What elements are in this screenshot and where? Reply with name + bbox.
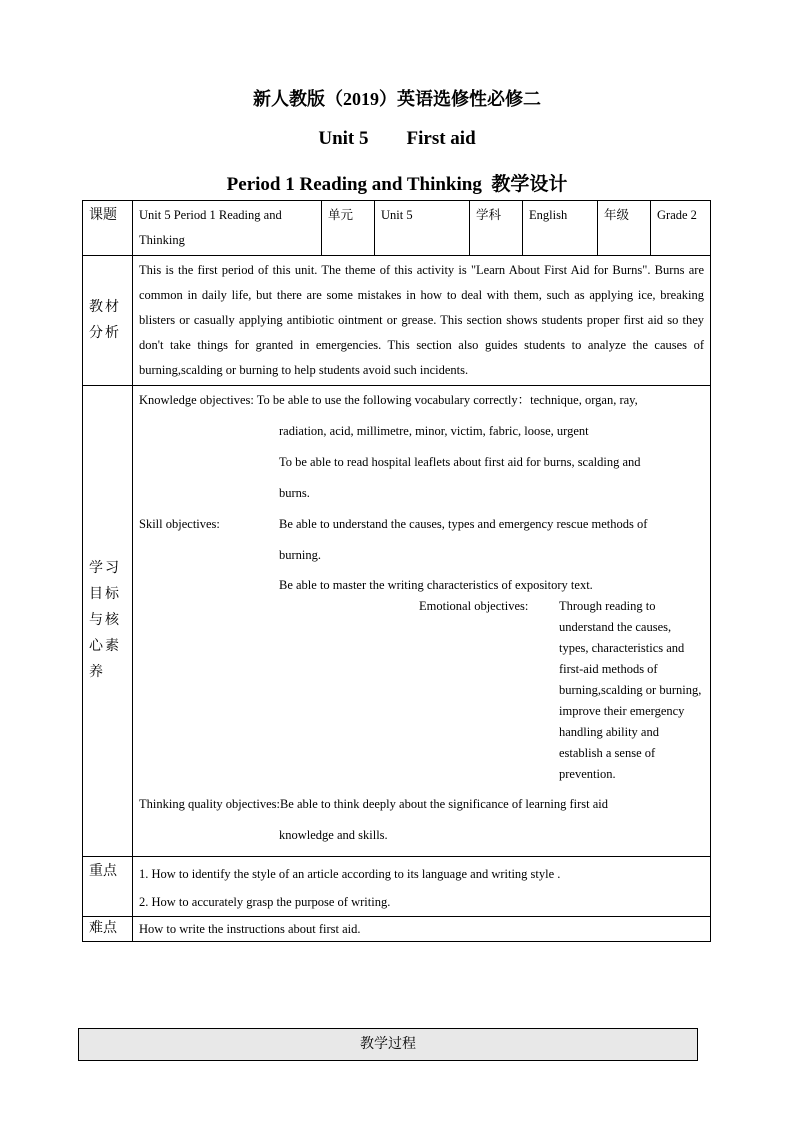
- grade-label: 年级: [598, 201, 651, 256]
- key-point-1: 1. How to identify the style of an article according to its language and writing style .: [139, 867, 561, 881]
- objectives-row: [83, 386, 711, 857]
- objectives-cell: [133, 386, 711, 857]
- grade-value: Grade 2: [651, 201, 711, 256]
- difficulties-row: [83, 917, 711, 942]
- info-row: [83, 201, 711, 256]
- skill-label: Skill objectives:: [139, 517, 220, 531]
- unit-title: Unit 5 First aid: [318, 128, 476, 149]
- subject-value: English: [523, 201, 598, 256]
- thinking-line-1: Thinking quality objectives:Be able to think deeply about the significance of learning first aid: [139, 797, 608, 811]
- analysis-row: [83, 256, 711, 386]
- key-points-cell: [133, 857, 711, 917]
- topic-value: Unit 5 Period 1 Reading and Thinking: [133, 201, 322, 256]
- knowledge-line-4: burns.: [279, 486, 310, 500]
- emotional-label: Emotional objectives:: [419, 599, 529, 613]
- lesson-plan-table: [82, 200, 711, 942]
- unit-value: Unit 5: [375, 201, 470, 256]
- key-point-2: 2. How to accurately grasp the purpose of writing.: [139, 895, 391, 909]
- skill-line-2: burning.: [279, 548, 322, 562]
- thinking-line-2: knowledge and skills.: [279, 828, 388, 842]
- objectives-label: 学习目标与核心素养: [83, 386, 133, 857]
- difficulties-text: How to write the instructions about first aid.: [133, 917, 711, 942]
- teaching-process-header: 教学过程: [78, 1028, 698, 1061]
- subject-label: 学科: [470, 201, 523, 256]
- emotional-block: [139, 596, 704, 792]
- knowledge-line-1: Knowledge objectives: To be able to use the following vocabulary correctly：technique, organ, ray,: [139, 393, 638, 407]
- difficulties-label: 难点: [83, 917, 133, 942]
- knowledge-line-2: radiation, acid, millimetre, minor, victim, fabric, loose, urgent: [279, 424, 589, 438]
- emotional-text: Through reading to understand the causes, types, characteristics and first-aid methods of burning,scalding or burning, improve their emergency handling ability and establish a sense of prevention.: [559, 599, 702, 781]
- topic-label: 课题: [83, 201, 133, 256]
- analysis-label: 教材分析: [83, 256, 133, 386]
- document-title: 新人教版（2019）英语选修性必修二: [253, 89, 541, 109]
- key-points-label: 重点: [83, 857, 133, 917]
- unit-label: 单元: [322, 201, 375, 256]
- skill-text-1: Be able to understand the causes, types and emergency rescue methods of: [279, 517, 648, 531]
- skill-line-3: Be able to master the writing characteristics of expository text.: [279, 578, 593, 592]
- analysis-text: This is the first period of this unit. The theme of this activity is "Learn About First Aid for Burns". Burns are common in daily life, but there are some mistakes in how to deal with them, such as applying ice, breaking blisters or casually applying antibiotic ointment or grease. This section shows students proper first aid so they don't take things for granted in emergencies. This section also guides students to analyze the causes of burning,scalding or burning to help students avoid such incidents.: [133, 256, 711, 386]
- key-points-row: [83, 857, 711, 917]
- knowledge-line-3: To be able to read hospital leaflets about first aid for burns, scalding and: [279, 455, 641, 469]
- skill-line-1: [139, 512, 704, 543]
- period-title: Period 1 Reading and Thinking 教学设计: [226, 174, 568, 195]
